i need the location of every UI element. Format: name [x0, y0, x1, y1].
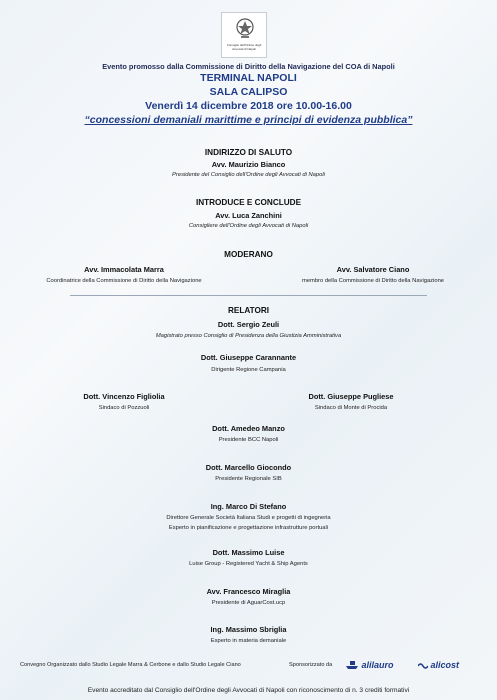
event-subject: “concessioni demaniali marittime e principi di evidenza pubblica”	[84, 114, 413, 126]
speaker-role: Presidente di AguarCost.ucp	[211, 600, 286, 606]
ship-icon	[345, 658, 359, 670]
wave-icon	[418, 658, 428, 670]
speaker-name: Ing. Marco Di Stefano	[210, 502, 287, 511]
speaker-role: Dirigente Regione Campania	[211, 367, 286, 373]
moderator-name: Avv. Salvatore Ciano	[336, 265, 410, 274]
emblem-icon	[235, 17, 255, 41]
sponsor-logo-alicost	[418, 658, 459, 672]
moderator-name: Avv. Immacolata Marra	[84, 265, 164, 274]
promoted-by: Evento promosso dalla Commissione di Diritto della Navigazione del COA di Napoli	[102, 62, 395, 71]
speaker-role: Esperto in pianificazione e progettazione infrastrutture portuali	[168, 525, 329, 531]
intro-role: Consigliere dell'Ordine degli Avvocati di Napoli	[188, 223, 309, 229]
speaker-name: Avv. Francesco Miraglia	[206, 587, 291, 596]
event-datetime: Venerdì 14 dicembre 2018 ore 10.00-16.00	[145, 100, 352, 112]
sponsor-logo-alilauro	[345, 658, 394, 672]
speaker-role: Sindaco di Pozzuoli	[98, 405, 150, 411]
intro-heading: INTRODUCE E CONCLUDE	[195, 198, 302, 207]
moderator-role: Coordinatrice della Commissione di Diritto della Navigazione	[46, 278, 202, 284]
greeting-heading: INDIRIZZO DI SALUTO	[204, 148, 293, 157]
room: SALA CALIPSO	[209, 86, 288, 98]
sponsor-name: alilauro	[361, 660, 394, 670]
speakers-heading: RELATORI	[227, 306, 270, 315]
speaker-role: Sindaco di Monte di Procida	[314, 405, 388, 411]
speaker-name: Dott. Amedeo Manzo	[212, 424, 285, 433]
moderator-role: membro della Commissione di Diritto della Navigazione	[301, 278, 445, 284]
speaker-role: Esperto in materia demaniale	[210, 638, 287, 644]
greeting-role: Presidente del Consiglio dell'Ordine degli Avvocati di Napoli	[172, 172, 325, 178]
moderators-heading: MODERANO	[224, 250, 273, 259]
speaker-name: Dott. Massimo Luise	[212, 548, 285, 557]
accreditation-note: Evento accreditato dal Consiglio dell'Ordine degli Avvocati di Napoli con riconoscimento di n. 3 crediti formativi	[87, 687, 410, 694]
speaker-name: Ing. Massimo Sbriglia	[210, 625, 287, 634]
bar-association-logo	[221, 12, 267, 58]
section-divider	[70, 295, 427, 296]
speaker-role: Magistrato presso Consiglio di Presidenza della Giustizia Amministrativa	[155, 333, 342, 339]
intro-name: Avv. Luca Zanchini	[215, 211, 282, 220]
sponsored-by-label: Sponsorizzato da	[289, 662, 333, 668]
speaker-role: Presidente Regionale SIB	[215, 476, 282, 482]
sponsor-name: alicost	[430, 660, 460, 670]
greeting-name: Avv. Maurizio Bianco	[211, 160, 286, 169]
speaker-role: Direttore Generale Società Italiana Studi e progetti di ingegneria	[166, 515, 331, 521]
speaker-name: Dott. Giuseppe Pugliese	[308, 392, 394, 401]
venue: TERMINAL NAPOLI	[200, 72, 297, 84]
speaker-name: Dott. Marcello Giocondo	[205, 463, 292, 472]
speaker-name: Dott. Giuseppe Carannante	[200, 353, 297, 362]
organized-by: Convegno Organizzato dallo Studio Legale Marra & Cerbone e dallo Studio Legale Ciano	[20, 662, 241, 668]
speaker-name: Dott. Sergio Zeuli	[217, 320, 280, 329]
speaker-role: Luise Group - Registered Yacht & Ship Agents	[189, 561, 308, 567]
logo-caption: Consiglio dell'Ordine degli Avvocati di Napoli	[226, 43, 262, 51]
speaker-name: Dott. Vincenzo Figliolia	[83, 392, 165, 401]
speaker-role: Presidente BCC Napoli	[218, 437, 279, 443]
